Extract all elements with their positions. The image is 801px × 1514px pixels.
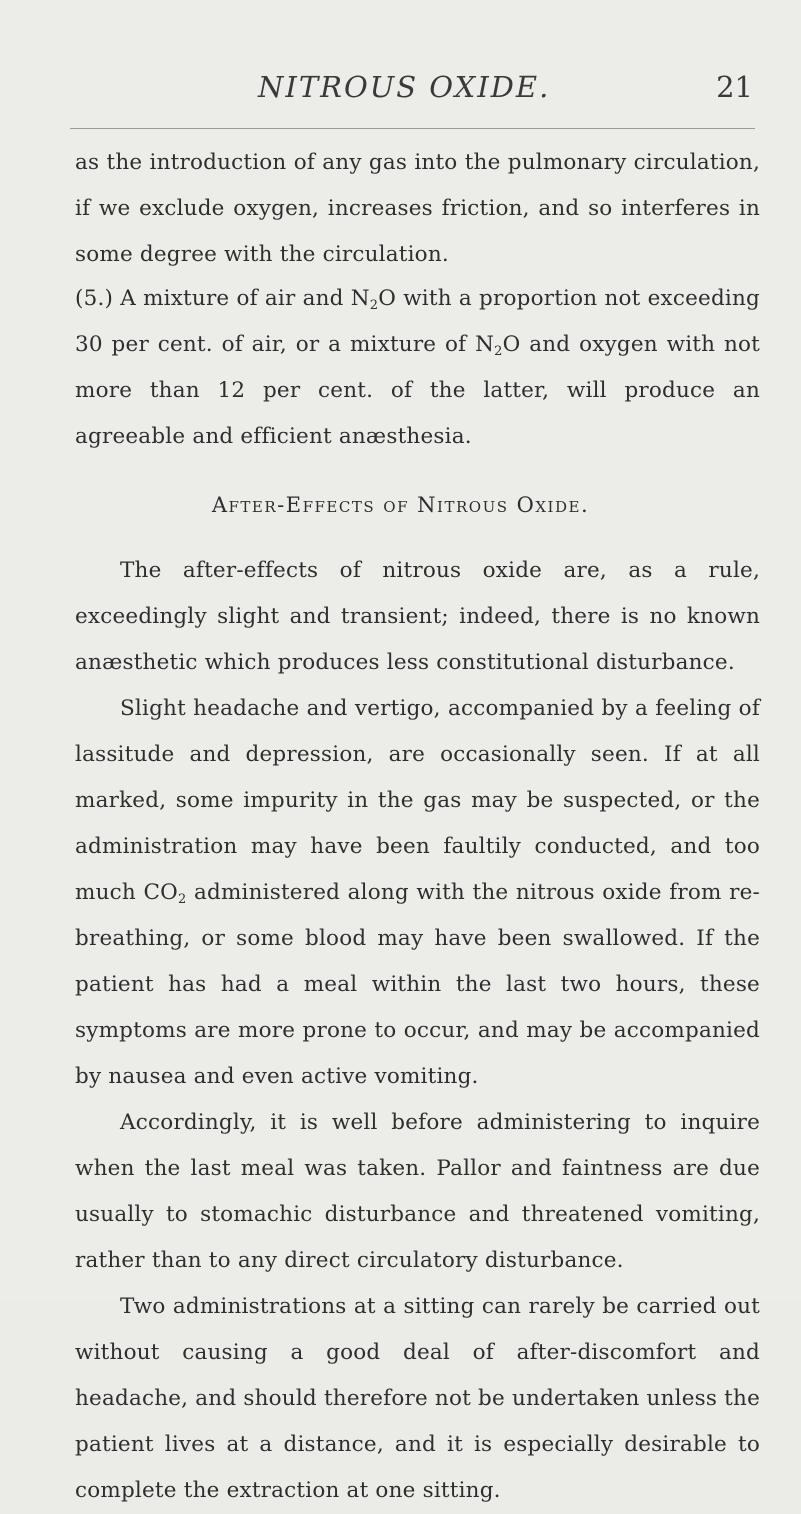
paragraph-two-administrations: Two administrations at a sitting can rarely be carried out without causing a good deal of after-discomfort and headache, and should therefore not be undertaken unless the patient lives at a distance, and it is especially desirable to complete the extraction at one sitting. xyxy=(75,1294,760,1503)
section-heading: After-Effects of Nitrous Oxide. xyxy=(211,493,590,517)
paragraph-after-effects: The after-effects of nitrous oxide are, as a rule, exceedingly slight and transient; indeed, there is no known anæsthetic which produces less constitutional disturbance. xyxy=(75,558,760,675)
subscript-2: 2 xyxy=(494,344,503,359)
paragraph-headache-after: administered along with the nitrous oxide from re-breathing, or some blood may have been swallowed. If the patient has had a meal within the last two hours, these symptoms are more prone to occur, and may be accompanied by nausea and even active vomiting. xyxy=(75,880,760,1089)
page-number: 21 xyxy=(716,70,753,104)
subscript-2: 2 xyxy=(177,892,187,907)
continuation-text: as the introduction of any gas into the pulmonary circulation, if we exclude oxygen, increases friction, and so interferes in some degree with the circulation. xyxy=(75,150,760,267)
point-5-prefix: (5.) A mixture of air and N xyxy=(75,286,370,311)
continuation-paragraph xyxy=(75,140,760,278)
paragraph-headache xyxy=(75,686,760,1100)
point-5-rest: O and oxygen with not more than 12 per cent. of the latter, will produce an agreeable and efficient anæsthesia. xyxy=(75,332,761,449)
paragraph-headache-before: Slight headache and vertigo, accompanied by a feeling of lassitude and depression, are occasionally seen. If at all marked, some impurity in the gas may be suspected, or the administration may have been faultily conducted, and too much CO xyxy=(75,696,760,905)
running-title: NITROUS OXIDE. xyxy=(258,70,551,104)
point-5-text xyxy=(75,276,760,460)
header-rule xyxy=(70,128,755,129)
running-head xyxy=(0,70,801,110)
section-body xyxy=(75,548,760,1514)
subscript-2: 2 xyxy=(369,298,379,313)
paragraph-accordingly: Accordingly, it is well before administering to inquire when the last meal was taken. Pallor and faintness are due usually to stomachic disturbance and threatened vomiting, rather than to any direct circulatory disturbance. xyxy=(75,1110,760,1273)
point-5-mid: O with a proportion not exceeding 30 per cent. of air, or a mixture of N xyxy=(75,286,760,357)
point-5-paragraph xyxy=(75,276,760,460)
